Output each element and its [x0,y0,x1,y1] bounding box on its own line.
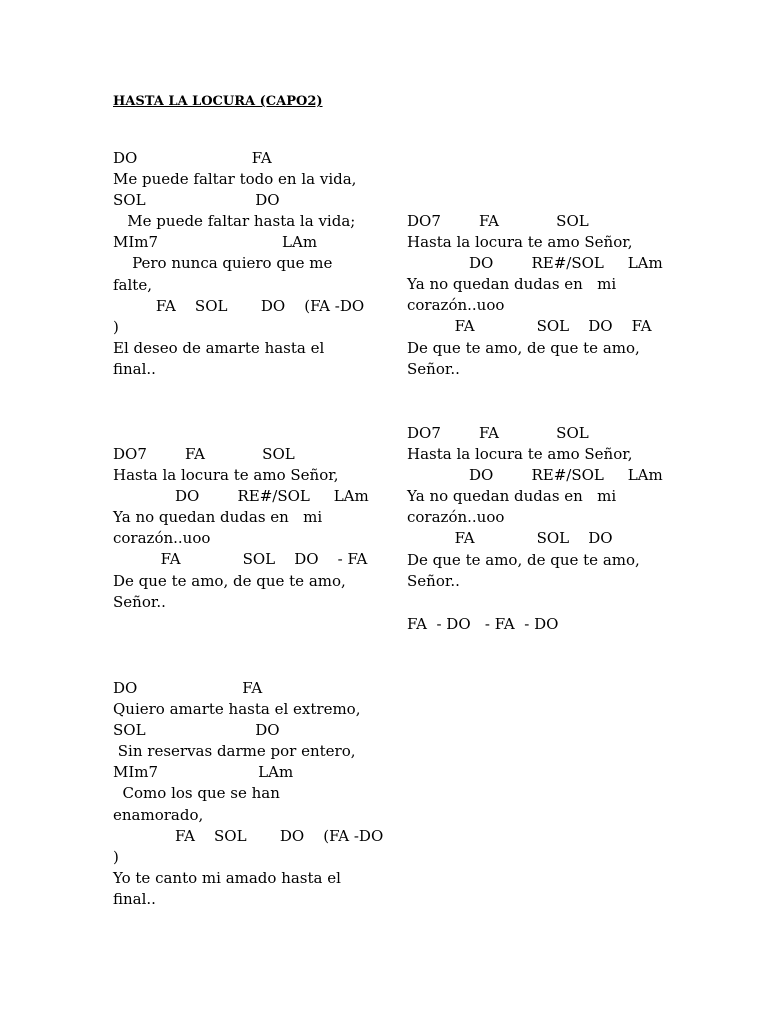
chorus-2: DO7 FA SOL Hasta la locura te amo Señor, DO RE#/SOL LAm Ya no quedan dudas en mi corazón..uoo FA SOL DO FA De que te amo, de que te amo, Señor.. [407,212,663,378]
verse-2: DO FA Quiero amarte hasta el extremo, SOL DO Sin reservas darme por entero, MIm7 LAm Como los que se han enamorado, FA SOL DO (FA -DO ) Yo te canto mi amado hasta el final.. [113,679,384,908]
ending-chords: FA - DO - FA - DO [407,615,559,633]
verse-1: DO FA Me puede faltar todo en la vida, SOL DO Me puede faltar hasta la vida; MIm7 LAm Pero nunca quiero que me falte, FA SOL DO (FA -DO ) El deseo de amarte hasta el final.. [113,149,365,378]
chorus-3: DO7 FA SOL Hasta la locura te amo Señor, DO RE#/SOL LAm Ya no quedan dudas en mi corazón..uoo FA SOL DO De que te amo, de que te amo, Señor.. [407,424,663,590]
song-title: HASTA LA LOCURA (CAPO2) [113,94,323,109]
chorus-1: DO7 FA SOL Hasta la locura te amo Señor, DO RE#/SOL LAm Ya no quedan dudas en mi corazón..uoo FA SOL DO - FA De que te amo, de que te amo, Señor.. [113,445,369,611]
